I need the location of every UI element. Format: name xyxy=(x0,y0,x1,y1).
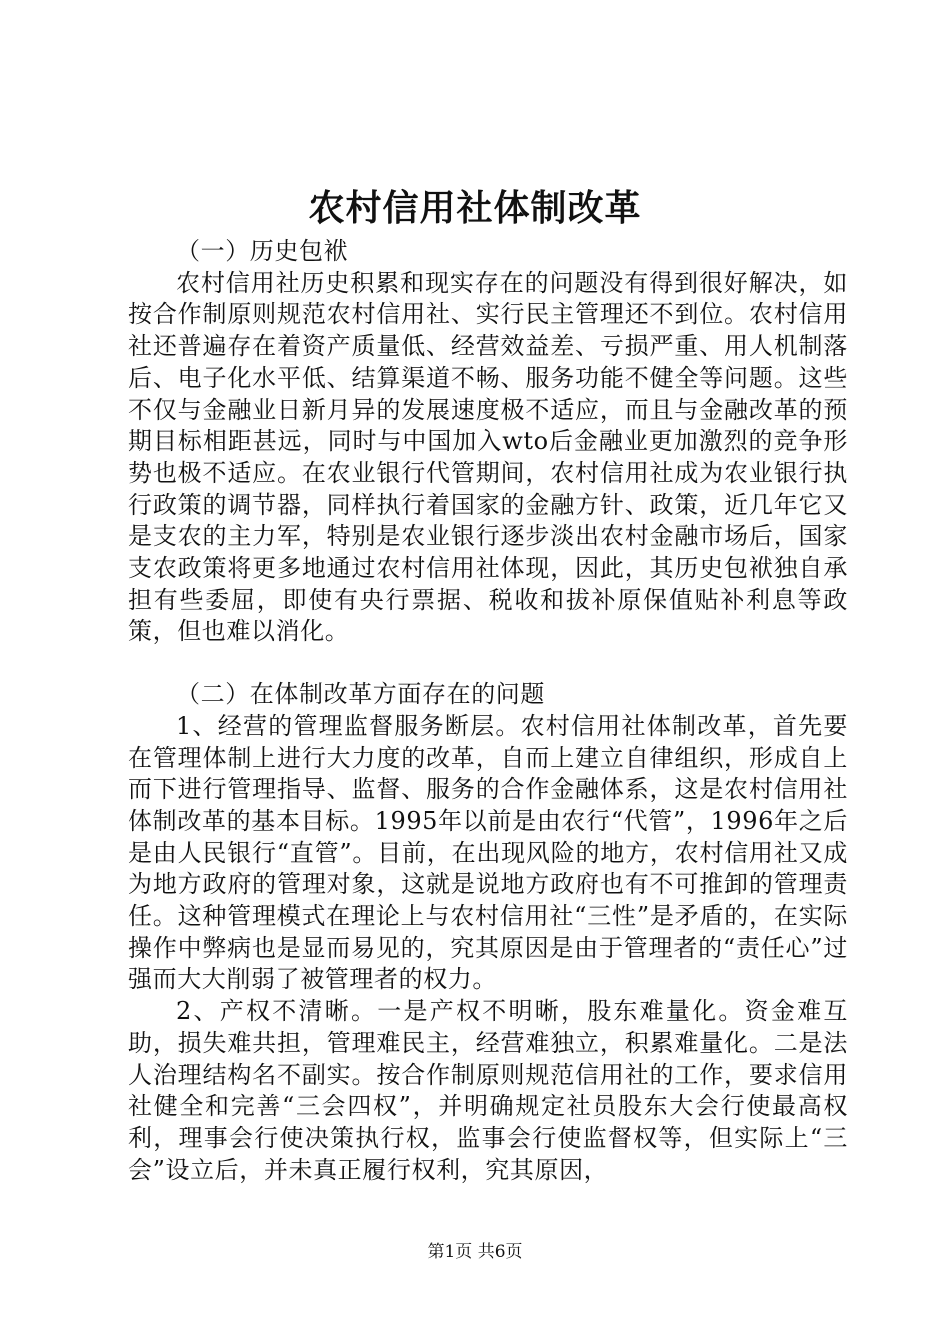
section-heading-problems: （二）在体制改革方面存在的问题 xyxy=(176,680,545,709)
page-footer: 第1页 共6页 xyxy=(427,1242,523,1262)
paragraph-management: 1、经营的管理监督服务断层。农村信用社体制改革，首先要在管理体制上进行大力度的改革，自而上建立自律组织，形成自上而下进行管理指导、监督、服务的合作金融体系，这是农村信用社体制改革的基本目标。1995年以前是由农行“代管”，1996年之后是由人民银行“直管”。目前，在出现风险的地方，农村信用社又成为地方政府的管理对象，这就是说地方政府也有不可推卸的管理责任。这种管理模式在理论上与农村信用社“三性”是矛盾的，在实际操作中弊病也是显而易见的，究其原因是由于管理者的“责任心”过强而大大削弱了被管理者的权力。 xyxy=(128,711,848,994)
paragraph-history: 农村信用社历史积累和现实存在的问题没有得到很好解决，如按合作制原则规范农村信用社、实行民主管理还不到位。农村信用社还普遍存在着资产质量低、经营效益差、亏损严重、用人机制落后、电子化水平低、结算渠道不畅、服务功能不健全等问题。这些不仅与金融业日新月异的发展速度极不适应，而且与金融改革的预期目标相距甚远，同时与中国加入wto后金融业更加激烈的竞争形势也极不适应。在农业银行代管期间，农村信用社成为农业银行执行政策的调节器，同样执行着国家的金融方针、政策，近几年它又是支农的主力军，特别是农业银行逐步淡出农村金融市场后，国家支农政策将更多地通过农村信用社体现，因此，其历史包袱独自承担有些委屈，即使有央行票据、税收和拔补原保值贴补利息等政策，但也难以消化。 xyxy=(128,268,848,646)
paragraph-gap xyxy=(128,648,848,679)
document-title: 农村信用社体制改革 xyxy=(308,187,642,229)
paragraph-property-rights: 2、产权不清晰。一是产权不明晰，股东难量化。资金难互助，损失难共担，管理难民主，经营难独立，积累难量化。二是法人治理结构名不副实。按合作制原则规范信用社的工作，要求信用社健全和完善“三会四权”，并明确规定社员股东大会行使最高权利，理事会行使决策执行权，监事会行使监督权等，但实际上“三会”设立后，并未真正履行权利，究其原因， xyxy=(128,997,848,1184)
section-heading-history: （一）历史包袱 xyxy=(176,237,349,265)
document-body xyxy=(128,236,848,1186)
